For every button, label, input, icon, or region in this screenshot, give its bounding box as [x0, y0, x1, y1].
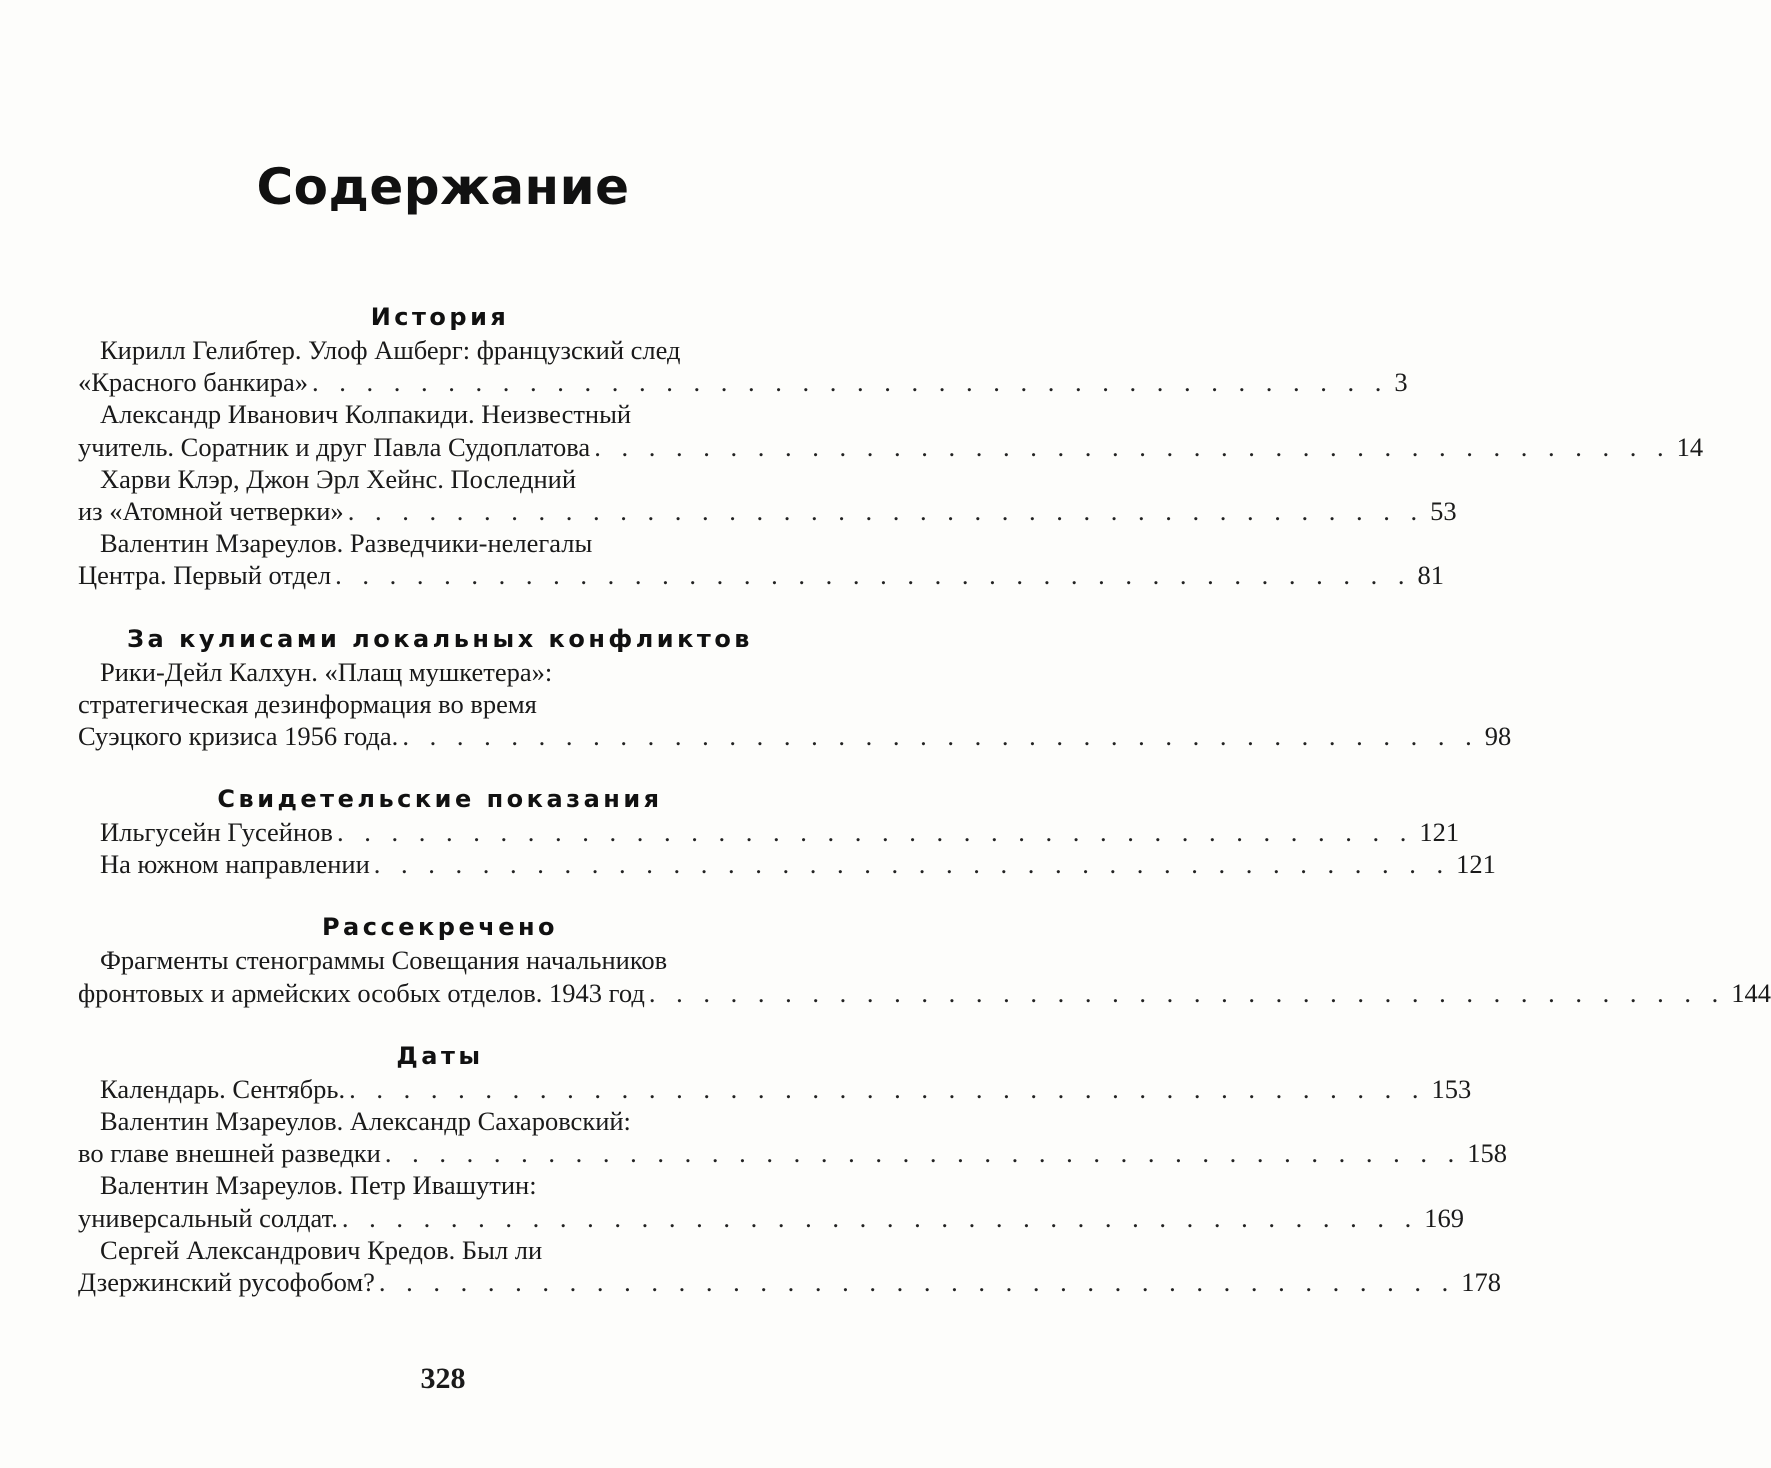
entry-page-number: 153: [1431, 1073, 1472, 1104]
entry-line: [78, 944, 802, 976]
entry-text: Валентин Мзареулов. Александр Сахаровский:: [100, 1106, 631, 1136]
toc-entry: [78, 463, 1457, 527]
entry-line: [78, 1073, 1472, 1105]
entry-page-number: 169: [1424, 1202, 1464, 1233]
dot-leader: . . . . . . . . . . . . . . . . . . . . . . . . . . . . . . . . . . . . . . . .: [648, 977, 1726, 1008]
toc-entry: [78, 1169, 1464, 1233]
entry-page-number: 158: [1467, 1138, 1507, 1169]
entry-line: [78, 1169, 802, 1201]
entry-text: фронтовых и армейских особых отделов. 1943 год: [78, 977, 645, 1008]
entry-line: [78, 720, 1512, 752]
entry-text: Календарь. Сентябрь.: [100, 1073, 346, 1104]
entry-page-number: 121: [1419, 817, 1460, 848]
entry-text: Рики-Дейл Калхун. «Плащ мушкетера»:: [100, 656, 553, 687]
entry-line: [78, 816, 1460, 848]
entry-text: стратегическая дезинформация во время: [78, 688, 537, 719]
dot-leader: . . . . . . . . . . . . . . . . . . . . . . . . . . . . . . . . . . . . . . . .: [378, 1266, 1456, 1297]
entry-line: [78, 1137, 1507, 1169]
page-title: Содержание: [256, 158, 630, 216]
entry-text: На южном направлении: [100, 849, 370, 880]
entry-line: [78, 495, 1457, 527]
entry-text: «Красного банкира»: [78, 367, 308, 398]
entry-text: во главе внешней разведки: [78, 1138, 381, 1169]
toc-entry: [78, 848, 1496, 880]
dot-leader: . . . . . . . . . . . . . . . . . . . . . . . . . . . . . . . . . . . . . . . .: [384, 1138, 1462, 1169]
entry-page-number: 144: [1731, 977, 1771, 1008]
entry-text: Александр Иванович Колпакиди. Неизвестный: [100, 399, 632, 430]
entry-line: [78, 977, 1771, 1009]
dot-leader: . . . . . . . . . . . . . . . . . . . . . . . . . . . . . . . . . . . . . . . .: [349, 1073, 1426, 1104]
dot-leader: . . . . . . . . . . . . . . . . . . . . . . . . . . . . . . . . . . . . . . . .: [341, 1202, 1419, 1233]
entry-page-number: 98: [1484, 720, 1512, 751]
toc-entry: [78, 944, 1771, 1008]
section-title: Даты: [396, 1041, 484, 1070]
toc-entry: [78, 1105, 1507, 1169]
entry-line: [78, 334, 802, 366]
toc-entry: [78, 1234, 1501, 1298]
toc-section: [78, 622, 1512, 753]
toc-entry: [78, 527, 1444, 591]
entry-line: [78, 463, 802, 495]
entry-line: [78, 656, 802, 688]
entry-page-number: 3: [1394, 367, 1408, 398]
entry-text: Кирилл Гелибтер. Улоф Ашберг: французский след: [100, 335, 681, 365]
entry-text: Фрагменты стенограммы Совещания начальников: [100, 945, 668, 976]
entry-line: [78, 559, 1444, 591]
toc-entry: [78, 656, 1512, 753]
entry-line: [78, 848, 1496, 880]
page-number: 328: [420, 1362, 466, 1395]
entry-text: Валентин Мзареулов. Петр Ивашутин:: [100, 1170, 537, 1201]
entry-line: [78, 431, 1704, 463]
toc-section: [78, 300, 1704, 592]
section-title: За кулисами локальных конфликтов: [126, 624, 753, 653]
entry-page-number: 53: [1430, 495, 1457, 526]
entry-line: [78, 398, 802, 430]
entry-text: Суэцкого кризиса 1956 года.: [78, 720, 399, 751]
entry-text: Дзержинский русофобом?: [78, 1266, 375, 1297]
entry-line: [78, 527, 802, 559]
toc-section: [78, 782, 1496, 880]
dot-leader: . . . . . . . . . . . . . . . . . . . . . . . . . . . . . . . . . . . . . . . .: [402, 720, 1479, 751]
entry-page-number: 14: [1676, 431, 1704, 462]
toc-section: [78, 910, 1771, 1008]
toc-entry: [78, 334, 1408, 398]
dot-leader: . . . . . . . . . . . . . . . . . . . . . . . . . . . . . . . . . . . . . . . .: [311, 367, 1389, 398]
toc-entry: [78, 816, 1460, 848]
toc-entry: [78, 1073, 1472, 1105]
entry-text: Сергей Александрович Кредов. Был ли: [100, 1234, 543, 1265]
entry-text: Харви Клэр, Джон Эрл Хейнс. Последний: [100, 463, 577, 494]
toc-entry: [78, 398, 1704, 462]
entry-text: из «Атомной четверки»: [78, 495, 344, 526]
dot-leader: . . . . . . . . . . . . . . . . . . . . . . . . . . . . . . . . . . . . . . . .: [335, 560, 1412, 591]
entry-line: [78, 1202, 1464, 1234]
entry-line: [78, 366, 1408, 398]
entry-page-number: 178: [1461, 1266, 1501, 1297]
entry-page-number: 81: [1417, 560, 1444, 591]
dot-leader: . . . . . . . . . . . . . . . . . . . . . . . . . . . . . . . . . . . . . . . .: [594, 431, 1671, 462]
dot-leader: . . . . . . . . . . . . . . . . . . . . . . . . . . . . . . . . . . . . . . . .: [347, 495, 1425, 526]
entry-line: [78, 1105, 802, 1137]
section-title: Свидетельские показания: [217, 785, 663, 814]
dot-leader: . . . . . . . . . . . . . . . . . . . . . . . . . . . . . . . . . . . . . . . .: [373, 849, 1451, 880]
entry-page-number: 121: [1456, 849, 1496, 880]
entry-text: Центра. Первый отдел: [78, 560, 332, 591]
entry-line: [78, 1266, 1501, 1298]
entry-text: универсальный солдат.: [78, 1202, 338, 1233]
section-title: Рассекречено: [321, 913, 559, 942]
entry-line: [78, 688, 802, 720]
entry-line: [78, 1234, 802, 1266]
section-title: История: [370, 303, 510, 331]
toc-section: [78, 1039, 1507, 1298]
table-of-contents: [78, 300, 1771, 1328]
entry-text: Ильгусейн Гусейнов: [100, 817, 333, 848]
entry-text: Валентин Мзареулов. Разведчики-нелегалы: [100, 528, 593, 559]
entry-text: учитель. Соратник и друг Павла Судоплатова: [78, 431, 591, 462]
dot-leader: . . . . . . . . . . . . . . . . . . . . . . . . . . . . . . . . . . . . . . . .: [336, 817, 1414, 848]
